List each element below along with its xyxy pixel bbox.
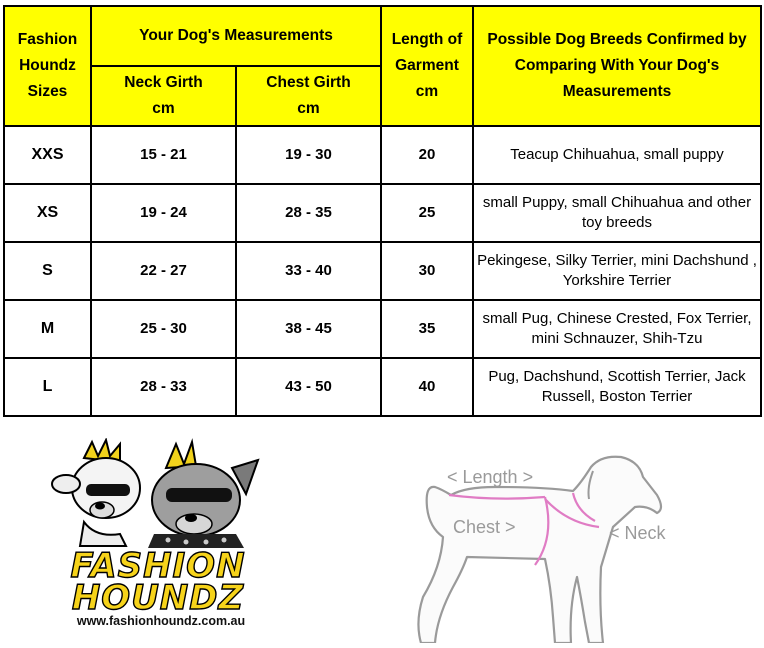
length-cell: 20	[381, 126, 473, 184]
cartoon-dogs-icon	[36, 438, 276, 548]
length-cell: 35	[381, 300, 473, 358]
table-row	[4, 184, 761, 242]
table-row	[4, 300, 761, 358]
length-cell: 25	[381, 184, 473, 242]
breeds-cell: Pug, Dachshund, Scottish Terrier, Jack Russell, Boston Terrier	[473, 358, 761, 416]
dog-measurement-diagram	[395, 447, 695, 643]
chest-cell: 19 - 30	[236, 126, 381, 184]
breeds-cell: Pekingese, Silky Terrier, mini Dachshund , Yorkshire Terrier	[473, 242, 761, 300]
neck-cell: 25 - 30	[91, 300, 236, 358]
chest-cell: 43 - 50	[236, 358, 381, 416]
size-cell: M	[4, 300, 91, 358]
header-breeds: Possible Dog Breeds Confirmed by Comparing With Your Dog's Measurements	[473, 6, 761, 126]
size-cell: L	[4, 358, 91, 416]
size-cell: S	[4, 242, 91, 300]
fashion-houndz-logo	[36, 438, 276, 638]
length-cell: 30	[381, 242, 473, 300]
length-label: < Length >	[447, 467, 534, 487]
breeds-cell: Teacup Chihuahua, small puppy	[473, 126, 761, 184]
neck-cell: 28 - 33	[91, 358, 236, 416]
chest-cell: 28 - 35	[236, 184, 381, 242]
table-row	[4, 242, 761, 300]
chest-cell: 38 - 45	[236, 300, 381, 358]
dog-outline-icon	[395, 447, 695, 643]
header-chest: Chest Girth cm	[236, 66, 381, 126]
neck-cell: 22 - 27	[91, 242, 236, 300]
neck-cell: 19 - 24	[91, 184, 236, 242]
table-row	[4, 126, 761, 184]
size-chart-table	[3, 5, 762, 417]
chest-label: Chest >	[453, 517, 516, 537]
logo-word-fashion: FASHION	[70, 546, 246, 586]
header-length: Length of Garment cm	[381, 6, 473, 126]
size-cell: XS	[4, 184, 91, 242]
header-neck: Neck Girth cm	[91, 66, 236, 126]
size-cell: XXS	[4, 126, 91, 184]
length-cell: 40	[381, 358, 473, 416]
header-sizes: Fashion Houndz Sizes	[4, 6, 91, 126]
logo-word-houndz: HOUNDZ	[71, 578, 245, 618]
logo-url: www.fashionhoundz.com.au	[76, 614, 246, 628]
breeds-cell: small Puppy, small Chihuahua and other toy breeds	[473, 184, 761, 242]
neck-cell: 15 - 21	[91, 126, 236, 184]
table-row	[4, 358, 761, 416]
chest-cell: 33 - 40	[236, 242, 381, 300]
header-measurements: Your Dog's Measurements	[91, 6, 381, 66]
breeds-cell: small Pug, Chinese Crested, Fox Terrier, mini Schnauzer, Shih-Tzu	[473, 300, 761, 358]
neck-label: < Neck	[609, 523, 666, 543]
